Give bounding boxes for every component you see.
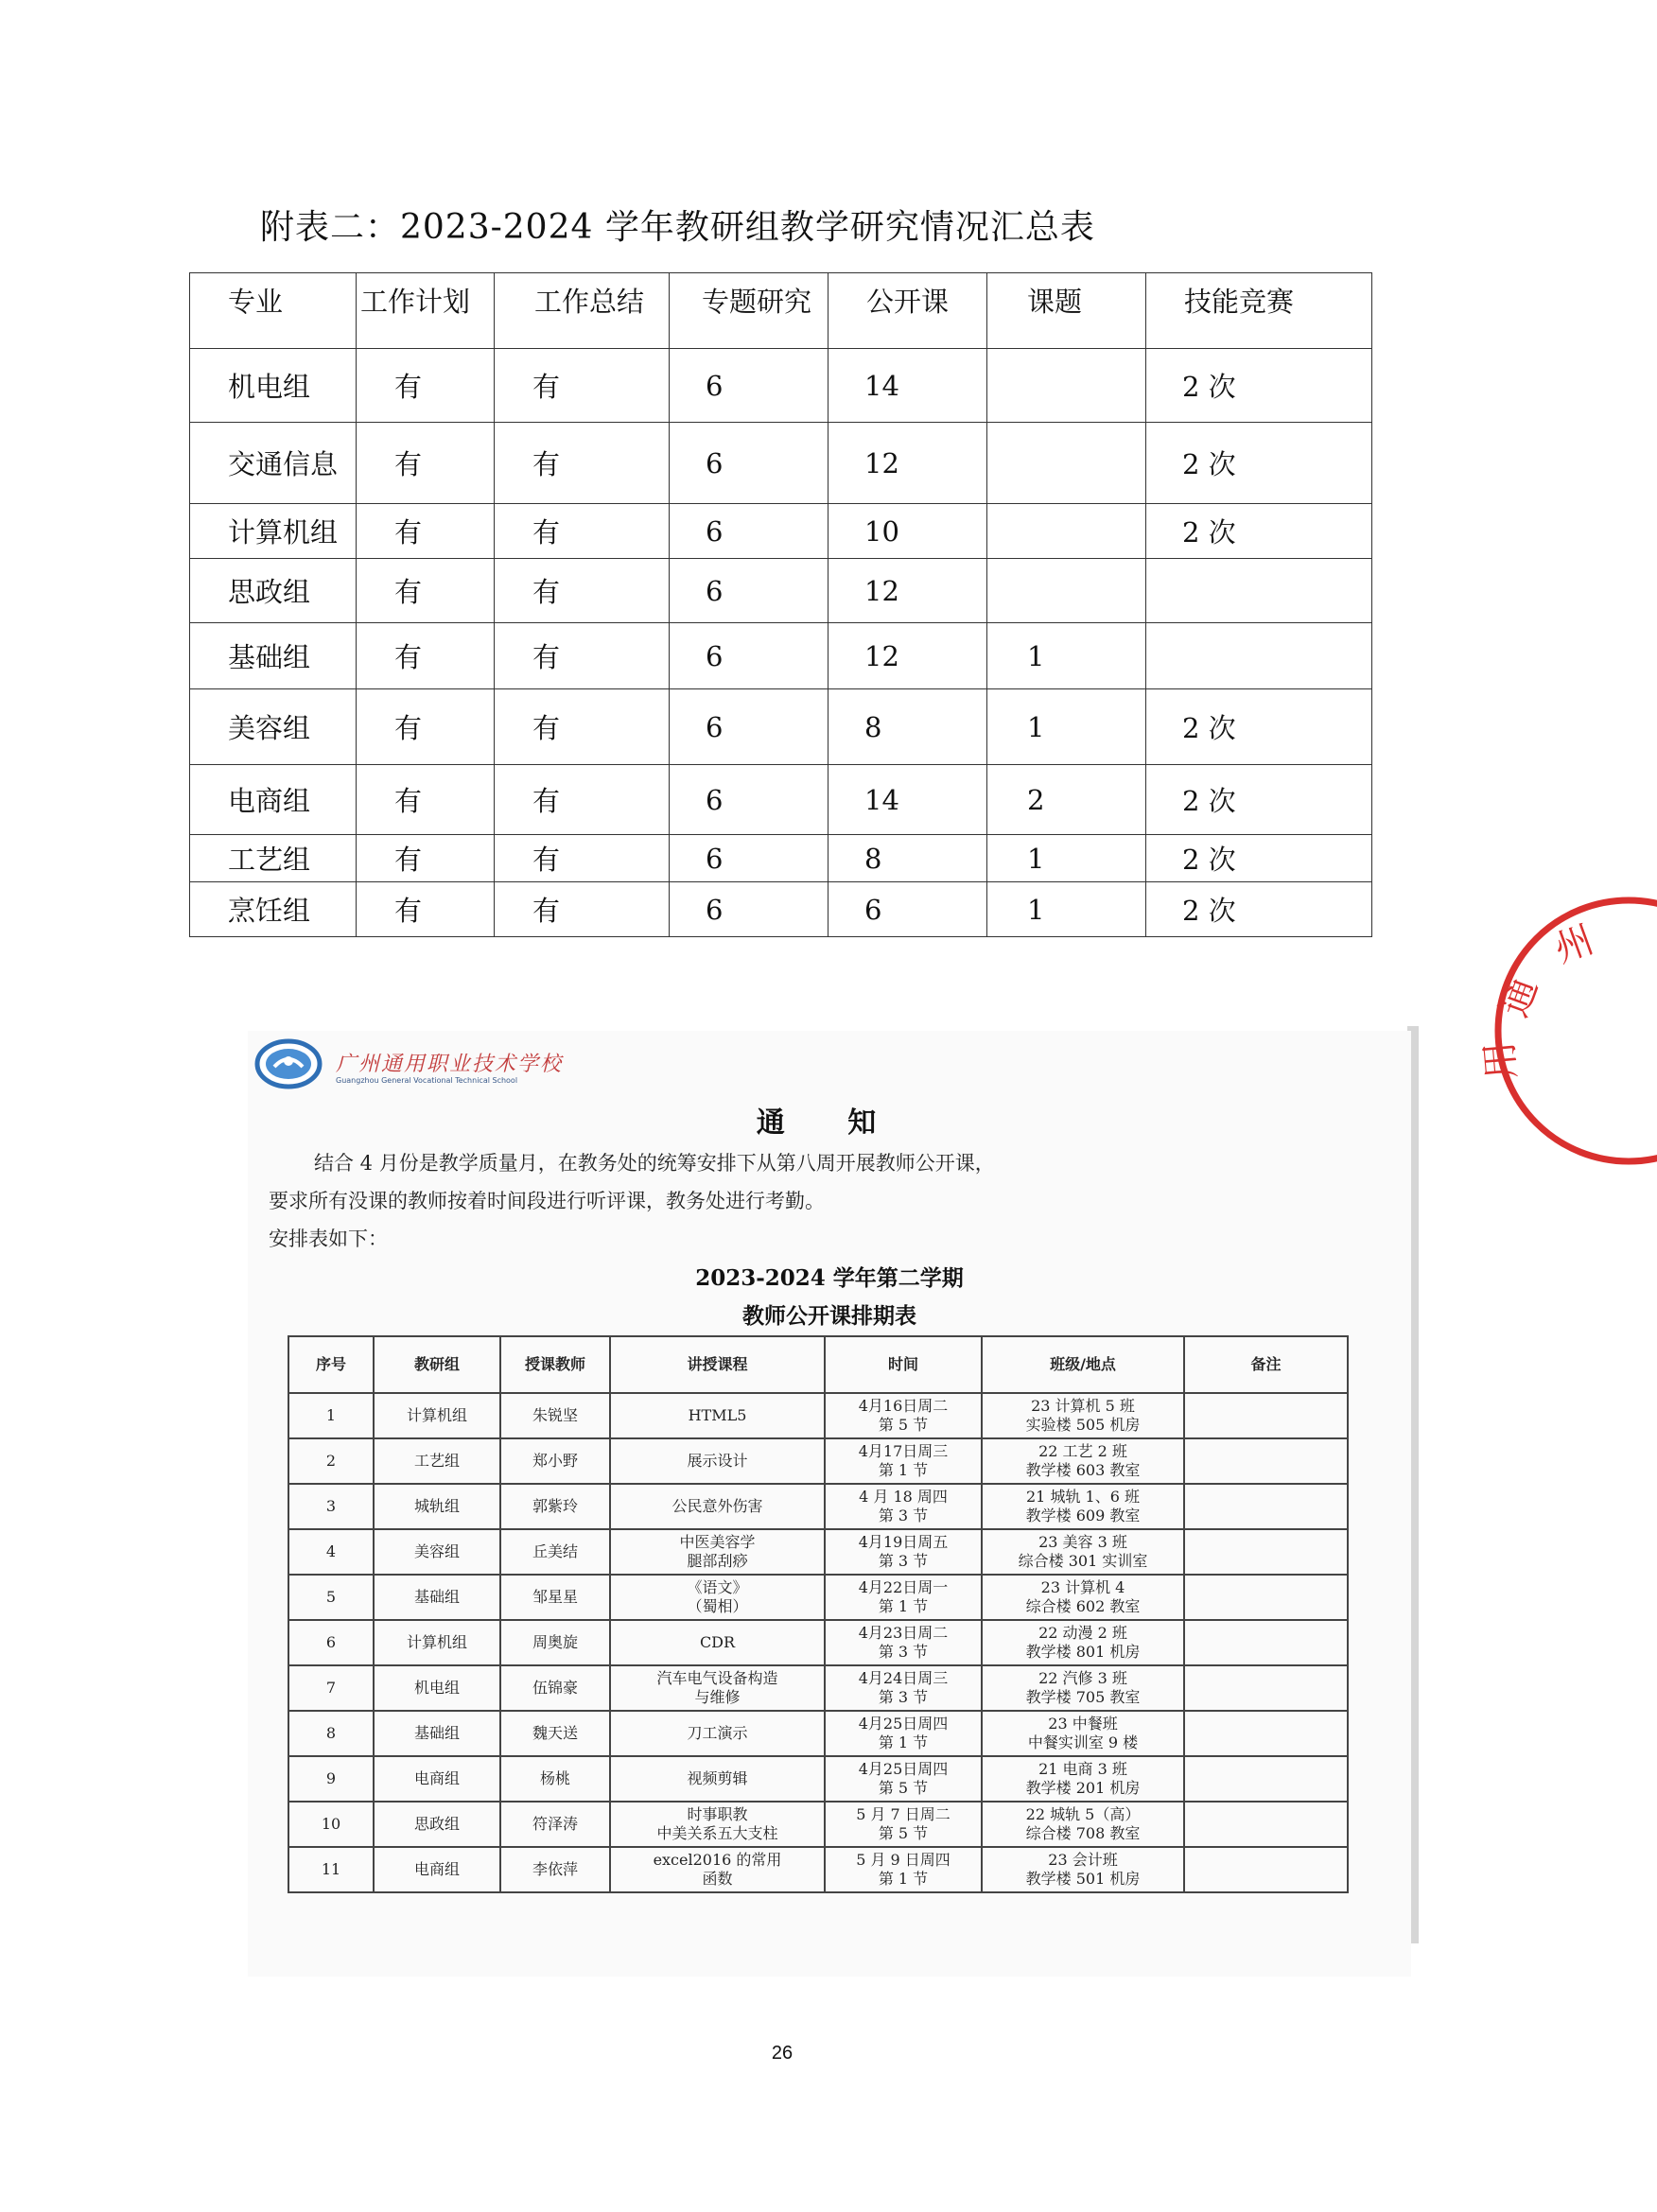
schedule-cell-line: 第 5 节	[878, 1416, 929, 1434]
summary-row	[190, 689, 1372, 765]
schedule-cell: 5	[288, 1575, 374, 1620]
schedule-cell: 朱锐坚	[500, 1393, 610, 1438]
svg-text:通: 通	[1492, 972, 1547, 1023]
schedule-cell-line: 教学楼 603 教室	[1025, 1461, 1141, 1479]
summary-row	[190, 765, 1372, 835]
summary-row	[190, 835, 1372, 882]
schedule-cell: 符泽涛	[500, 1802, 610, 1847]
schedule-cell	[610, 1575, 825, 1620]
schedule-cell-line: （蜀相）	[687, 1597, 748, 1615]
summary-cell: 14	[828, 349, 987, 423]
schedule-cell-line: 4月16日周二	[858, 1397, 949, 1415]
summary-cell: 12	[828, 623, 987, 689]
notice-paragraph: 安排表如下：	[269, 1228, 388, 1250]
notice-body	[269, 1144, 1394, 1258]
schedule-cell-line: 4月23日周二	[858, 1624, 949, 1642]
schedule-cell-line: HTML5	[688, 1406, 747, 1424]
schedule-cell-line: 4月22日周一	[858, 1578, 949, 1596]
page-number: 26	[771, 2043, 794, 2064]
schedule-title: 教师公开课排期表	[742, 1303, 916, 1329]
schedule-cell: 7	[288, 1665, 374, 1711]
summary-header-cell: 课题	[987, 273, 1146, 349]
schedule-cell-line: 第 1 节	[878, 1461, 929, 1479]
summary-cell: 8	[828, 835, 987, 882]
schedule-row	[288, 1620, 1348, 1665]
schedule-cell-line: 综合楼 301 实训室	[1018, 1552, 1148, 1570]
summary-row	[190, 349, 1372, 423]
schedule-cell	[982, 1802, 1184, 1847]
summary-cell: 12	[828, 423, 987, 504]
schedule-cell-line: 第 5 节	[878, 1824, 929, 1842]
schedule-cell-line: 《语文》	[687, 1578, 748, 1596]
summary-cell	[987, 504, 1146, 559]
schedule-cell-line: 第 3 节	[878, 1643, 929, 1661]
summary-cell: 1	[987, 689, 1146, 765]
schedule-cell-line: 教学楼 801 机房	[1025, 1643, 1141, 1661]
summary-cell: 电商组	[190, 765, 357, 835]
schedule-cell	[1184, 1484, 1348, 1529]
schedule-row	[288, 1575, 1348, 1620]
summary-cell: 有	[495, 349, 670, 423]
summary-cell: 14	[828, 765, 987, 835]
summary-cell: 1	[987, 623, 1146, 689]
summary-cell: 2 次	[1146, 882, 1372, 937]
schedule-cell	[610, 1438, 825, 1484]
summary-cell: 1	[987, 835, 1146, 882]
schedule-term: 2023-2024 学年第二学期	[695, 1265, 964, 1291]
summary-cell: 计算机组	[190, 504, 357, 559]
summary-cell: 6	[828, 882, 987, 937]
schedule-cell	[825, 1393, 982, 1438]
summary-header-cell: 工作计划	[357, 273, 495, 349]
summary-cell: 2 次	[1146, 349, 1372, 423]
schedule-cell-line: 汽车电气设备构造	[656, 1669, 778, 1687]
summary-cell: 8	[828, 689, 987, 765]
schedule-cell-line: 刀工演示	[687, 1724, 748, 1742]
schedule-cell: 杨桃	[500, 1756, 610, 1802]
schedule-header-cell: 时间	[825, 1336, 982, 1393]
schedule-cell	[982, 1620, 1184, 1665]
schedule-cell-line: excel2016 的常用	[653, 1851, 782, 1869]
red-seal-stamp	[1477, 889, 1657, 1173]
summary-cell: 2 次	[1146, 689, 1372, 765]
summary-header-cell: 公开课	[828, 273, 987, 349]
schedule-cell	[825, 1711, 982, 1756]
schedule-cell	[610, 1484, 825, 1529]
summary-cell: 烹饪组	[190, 882, 357, 937]
schedule-cell	[825, 1847, 982, 1892]
schedule-cell	[610, 1802, 825, 1847]
schedule-cell-line: 综合楼 708 教室	[1025, 1824, 1141, 1842]
summary-cell: 2	[987, 765, 1146, 835]
schedule-cell: 8	[288, 1711, 374, 1756]
summary-cell: 6	[670, 504, 828, 559]
summary-cell: 工艺组	[190, 835, 357, 882]
summary-cell: 有	[495, 504, 670, 559]
schedule-cell	[1184, 1529, 1348, 1575]
schedule-cell-line: 4 月 18 周四	[859, 1488, 948, 1506]
summary-cell	[1146, 623, 1372, 689]
schedule-cell-line: 21 城轨 1、6 班	[1026, 1488, 1140, 1506]
schedule-cell	[610, 1847, 825, 1892]
schedule-cell-line: 视频剪辑	[687, 1769, 748, 1787]
schedule-cell: 魏天送	[500, 1711, 610, 1756]
schedule-cell-line: 第 1 节	[878, 1733, 929, 1751]
schedule-row	[288, 1802, 1348, 1847]
summary-cell: 有	[495, 765, 670, 835]
schedule-cell-line: CDR	[699, 1633, 736, 1651]
schedule-cell: 3	[288, 1484, 374, 1529]
summary-cell: 思政组	[190, 559, 357, 623]
schedule-cell-line: 公民意外伤害	[672, 1497, 763, 1515]
schedule-cell	[1184, 1847, 1348, 1892]
schedule-cell	[982, 1529, 1184, 1575]
schedule-cell: 伍锦豪	[500, 1665, 610, 1711]
schedule-cell: 2	[288, 1438, 374, 1484]
schedule-cell: 思政组	[374, 1802, 500, 1847]
schedule-cell-line: 中医美容学	[679, 1533, 756, 1551]
schedule-cell: 1	[288, 1393, 374, 1438]
notice-title: 通 知	[756, 1106, 903, 1140]
summary-cell: 1	[987, 882, 1146, 937]
schedule-cell: 11	[288, 1847, 374, 1892]
schedule-cell	[1184, 1438, 1348, 1484]
schedule-header-cell: 班级/地点	[982, 1336, 1184, 1393]
schedule-cell	[610, 1711, 825, 1756]
summary-cell: 10	[828, 504, 987, 559]
summary-cell: 有	[357, 423, 495, 504]
schedule-cell-line: 与维修	[694, 1688, 741, 1706]
schedule-cell	[1184, 1756, 1348, 1802]
summary-cell: 有	[357, 349, 495, 423]
schedule-cell	[825, 1529, 982, 1575]
summary-cell: 6	[670, 765, 828, 835]
schedule-cell-line: 5 月 9 日周四	[856, 1851, 951, 1869]
notice-paragraph: 要求所有没课的教师按着时间段进行听评课，教务处进行考勤。	[269, 1190, 825, 1212]
notice-image	[248, 1031, 1411, 1977]
schedule-cell-line: 23 中餐班	[1048, 1715, 1118, 1733]
schedule-cell-line: 腿部刮痧	[687, 1552, 748, 1570]
schedule-cell	[825, 1802, 982, 1847]
school-emblem-icon	[255, 1038, 322, 1089]
schedule-cell-line: 4月24日周三	[858, 1669, 949, 1687]
summary-cell: 2 次	[1146, 423, 1372, 504]
summary-cell: 美容组	[190, 689, 357, 765]
summary-header-cell: 工作总结	[495, 273, 670, 349]
summary-cell: 2 次	[1146, 835, 1372, 882]
schedule-header-cell: 备注	[1184, 1336, 1348, 1393]
schedule-cell-line: 教学楼 501 机房	[1025, 1870, 1141, 1888]
schedule-cell-line: 第 1 节	[878, 1870, 929, 1888]
summary-row	[190, 882, 1372, 937]
schedule-cell-line: 23 计算机 5 班	[1031, 1397, 1135, 1415]
schedule-cell-line: 教学楼 609 教室	[1025, 1507, 1141, 1524]
schedule-cell: 丘美结	[500, 1529, 610, 1575]
schedule-cell	[982, 1393, 1184, 1438]
schedule-cell-line: 22 城轨 5（高）	[1025, 1805, 1141, 1823]
schedule-cell-line: 23 会计班	[1048, 1851, 1118, 1869]
summary-cell: 6	[670, 835, 828, 882]
schedule-cell-line: 中餐实训室 9 楼	[1027, 1733, 1139, 1751]
summary-cell: 有	[357, 504, 495, 559]
schedule-cell	[1184, 1620, 1348, 1665]
summary-cell: 有	[495, 559, 670, 623]
schedule-row	[288, 1438, 1348, 1484]
schedule-cell-line: 第 1 节	[878, 1597, 929, 1615]
schedule-cell	[982, 1756, 1184, 1802]
summary-body	[190, 349, 1372, 937]
summary-cell: 有	[357, 882, 495, 937]
schedule-row	[288, 1847, 1348, 1892]
summary-cell	[987, 349, 1146, 423]
schedule-cell: 计算机组	[374, 1620, 500, 1665]
schedule-cell	[1184, 1575, 1348, 1620]
schedule-cell	[610, 1393, 825, 1438]
schedule-cell	[825, 1438, 982, 1484]
schedule-cell	[1184, 1711, 1348, 1756]
summary-row	[190, 559, 1372, 623]
schedule-cell-line: 时事职教	[687, 1805, 748, 1823]
schedule-cell	[825, 1620, 982, 1665]
schedule-row	[288, 1665, 1348, 1711]
schedule-header-cell: 教研组	[374, 1336, 500, 1393]
schedule-cell-line: 展示设计	[687, 1452, 748, 1470]
summary-header-row	[190, 273, 1372, 349]
schedule-cell-line: 实验楼 505 机房	[1025, 1416, 1141, 1434]
schedule-cell	[825, 1575, 982, 1620]
schedule-cell-line: 22 工艺 2 班	[1038, 1442, 1127, 1460]
schedule-cell-line: 中美关系五大支柱	[656, 1824, 778, 1842]
summary-cell: 2 次	[1146, 504, 1372, 559]
summary-cell	[1146, 559, 1372, 623]
schedule-row	[288, 1711, 1348, 1756]
schedule-cell	[982, 1484, 1184, 1529]
schedule-cell	[825, 1484, 982, 1529]
summary-cell: 6	[670, 559, 828, 623]
summary-cell: 有	[357, 835, 495, 882]
summary-cell	[987, 559, 1146, 623]
summary-header-cell: 专业	[190, 273, 357, 349]
summary-cell: 机电组	[190, 349, 357, 423]
schedule-cell	[982, 1711, 1184, 1756]
schedule-row	[288, 1393, 1348, 1438]
schedule-cell: 电商组	[374, 1756, 500, 1802]
schedule-cell-line: 5 月 7 日周二	[856, 1805, 951, 1823]
school-logo	[255, 1038, 615, 1095]
schedule-cell-line: 教学楼 201 机房	[1025, 1779, 1141, 1797]
schedule-table	[288, 1335, 1349, 1893]
schedule-cell-line: 第 3 节	[878, 1552, 929, 1570]
summary-header-cell: 专题研究	[670, 273, 828, 349]
summary-cell: 有	[357, 765, 495, 835]
schedule-cell-line: 4月25日周四	[858, 1760, 949, 1778]
svg-text:用: 用	[1477, 1039, 1525, 1082]
school-name-en: Guangzhou General Vocational Technical School	[336, 1076, 518, 1085]
schedule-cell: 城轨组	[374, 1484, 500, 1529]
schedule-cell-line: 23 计算机 4	[1040, 1578, 1125, 1596]
schedule-cell-line: 22 动漫 2 班	[1038, 1624, 1127, 1642]
schedule-cell-line: 第 3 节	[878, 1688, 929, 1706]
schedule-cell: 基础组	[374, 1711, 500, 1756]
schedule-cell	[825, 1756, 982, 1802]
summary-cell: 有	[357, 623, 495, 689]
schedule-cell	[1184, 1393, 1348, 1438]
schedule-cell: 郭紫玲	[500, 1484, 610, 1529]
schedule-cell	[610, 1620, 825, 1665]
schedule-cell-line: 22 汽修 3 班	[1038, 1669, 1127, 1687]
page-title: 附表二：2023-2024 学年教研组教学研究情况汇总表	[260, 208, 1095, 247]
schedule-cell	[1184, 1802, 1348, 1847]
schedule-cell-line: 4月17日周三	[858, 1442, 949, 1460]
summary-table	[189, 272, 1372, 937]
summary-cell: 交通信息	[190, 423, 357, 504]
schedule-cell	[1184, 1665, 1348, 1711]
schedule-cell-line: 第 3 节	[878, 1507, 929, 1524]
schedule-cell-line: 函数	[702, 1870, 733, 1888]
summary-cell: 6	[670, 623, 828, 689]
schedule-cell: 6	[288, 1620, 374, 1665]
schedule-row	[288, 1529, 1348, 1575]
schedule-header-cell: 授课教师	[500, 1336, 610, 1393]
schedule-cell: 电商组	[374, 1847, 500, 1892]
summary-row	[190, 423, 1372, 504]
summary-cell: 有	[357, 559, 495, 623]
summary-cell: 有	[495, 423, 670, 504]
svg-text:州: 州	[1548, 917, 1600, 972]
schedule-cell	[610, 1529, 825, 1575]
schedule-body	[288, 1393, 1348, 1892]
summary-cell: 有	[495, 882, 670, 937]
summary-cell	[987, 423, 1146, 504]
schedule-cell: 10	[288, 1802, 374, 1847]
schedule-header-cell: 讲授课程	[610, 1336, 825, 1393]
schedule-cell-line: 教学楼 705 教室	[1025, 1688, 1141, 1706]
schedule-cell-line: 综合楼 602 教室	[1025, 1597, 1141, 1615]
schedule-cell-line: 21 电商 3 班	[1038, 1760, 1127, 1778]
schedule-cell	[982, 1575, 1184, 1620]
schedule-cell	[825, 1665, 982, 1711]
schedule-row	[288, 1756, 1348, 1802]
summary-cell: 6	[670, 349, 828, 423]
schedule-cell: 美容组	[374, 1529, 500, 1575]
schedule-cell: 邹星星	[500, 1575, 610, 1620]
schedule-cell: 机电组	[374, 1665, 500, 1711]
schedule-cell	[982, 1847, 1184, 1892]
schedule-cell: 工艺组	[374, 1438, 500, 1484]
schedule-cell	[610, 1665, 825, 1711]
schedule-cell	[982, 1665, 1184, 1711]
school-name-cn: 广州通用职业技术学校	[336, 1053, 564, 1076]
schedule-cell: 9	[288, 1756, 374, 1802]
summary-cell: 2 次	[1146, 765, 1372, 835]
summary-row	[190, 623, 1372, 689]
summary-cell: 有	[495, 835, 670, 882]
schedule-cell-line: 4月19日周五	[858, 1533, 949, 1551]
summary-cell: 有	[495, 623, 670, 689]
notice-paragraph: 结合 4 月份是教学质量月，在教务处的统筹安排下从第八周开展教师公开课，	[314, 1152, 995, 1175]
summary-row	[190, 504, 1372, 559]
schedule-cell-line: 23 美容 3 班	[1038, 1533, 1127, 1551]
summary-cell: 6	[670, 882, 828, 937]
schedule-row	[288, 1484, 1348, 1529]
schedule-cell-line: 4月25日周四	[858, 1715, 949, 1733]
summary-cell: 6	[670, 689, 828, 765]
summary-cell: 基础组	[190, 623, 357, 689]
schedule-cell: 基础组	[374, 1575, 500, 1620]
schedule-cell: 4	[288, 1529, 374, 1575]
summary-cell: 12	[828, 559, 987, 623]
schedule-cell: 计算机组	[374, 1393, 500, 1438]
schedule-cell-line: 第 5 节	[878, 1779, 929, 1797]
schedule-cell	[610, 1756, 825, 1802]
schedule-cell: 李依萍	[500, 1847, 610, 1892]
summary-header-cell: 技能竞赛	[1146, 273, 1372, 349]
schedule-cell: 郑小野	[500, 1438, 610, 1484]
schedule-header-cell: 序号	[288, 1336, 374, 1393]
summary-cell: 6	[670, 423, 828, 504]
schedule-cell	[982, 1438, 1184, 1484]
schedule-cell: 周奥旋	[500, 1620, 610, 1665]
summary-cell: 有	[495, 689, 670, 765]
schedule-header-row	[288, 1336, 1348, 1393]
summary-cell: 有	[357, 689, 495, 765]
